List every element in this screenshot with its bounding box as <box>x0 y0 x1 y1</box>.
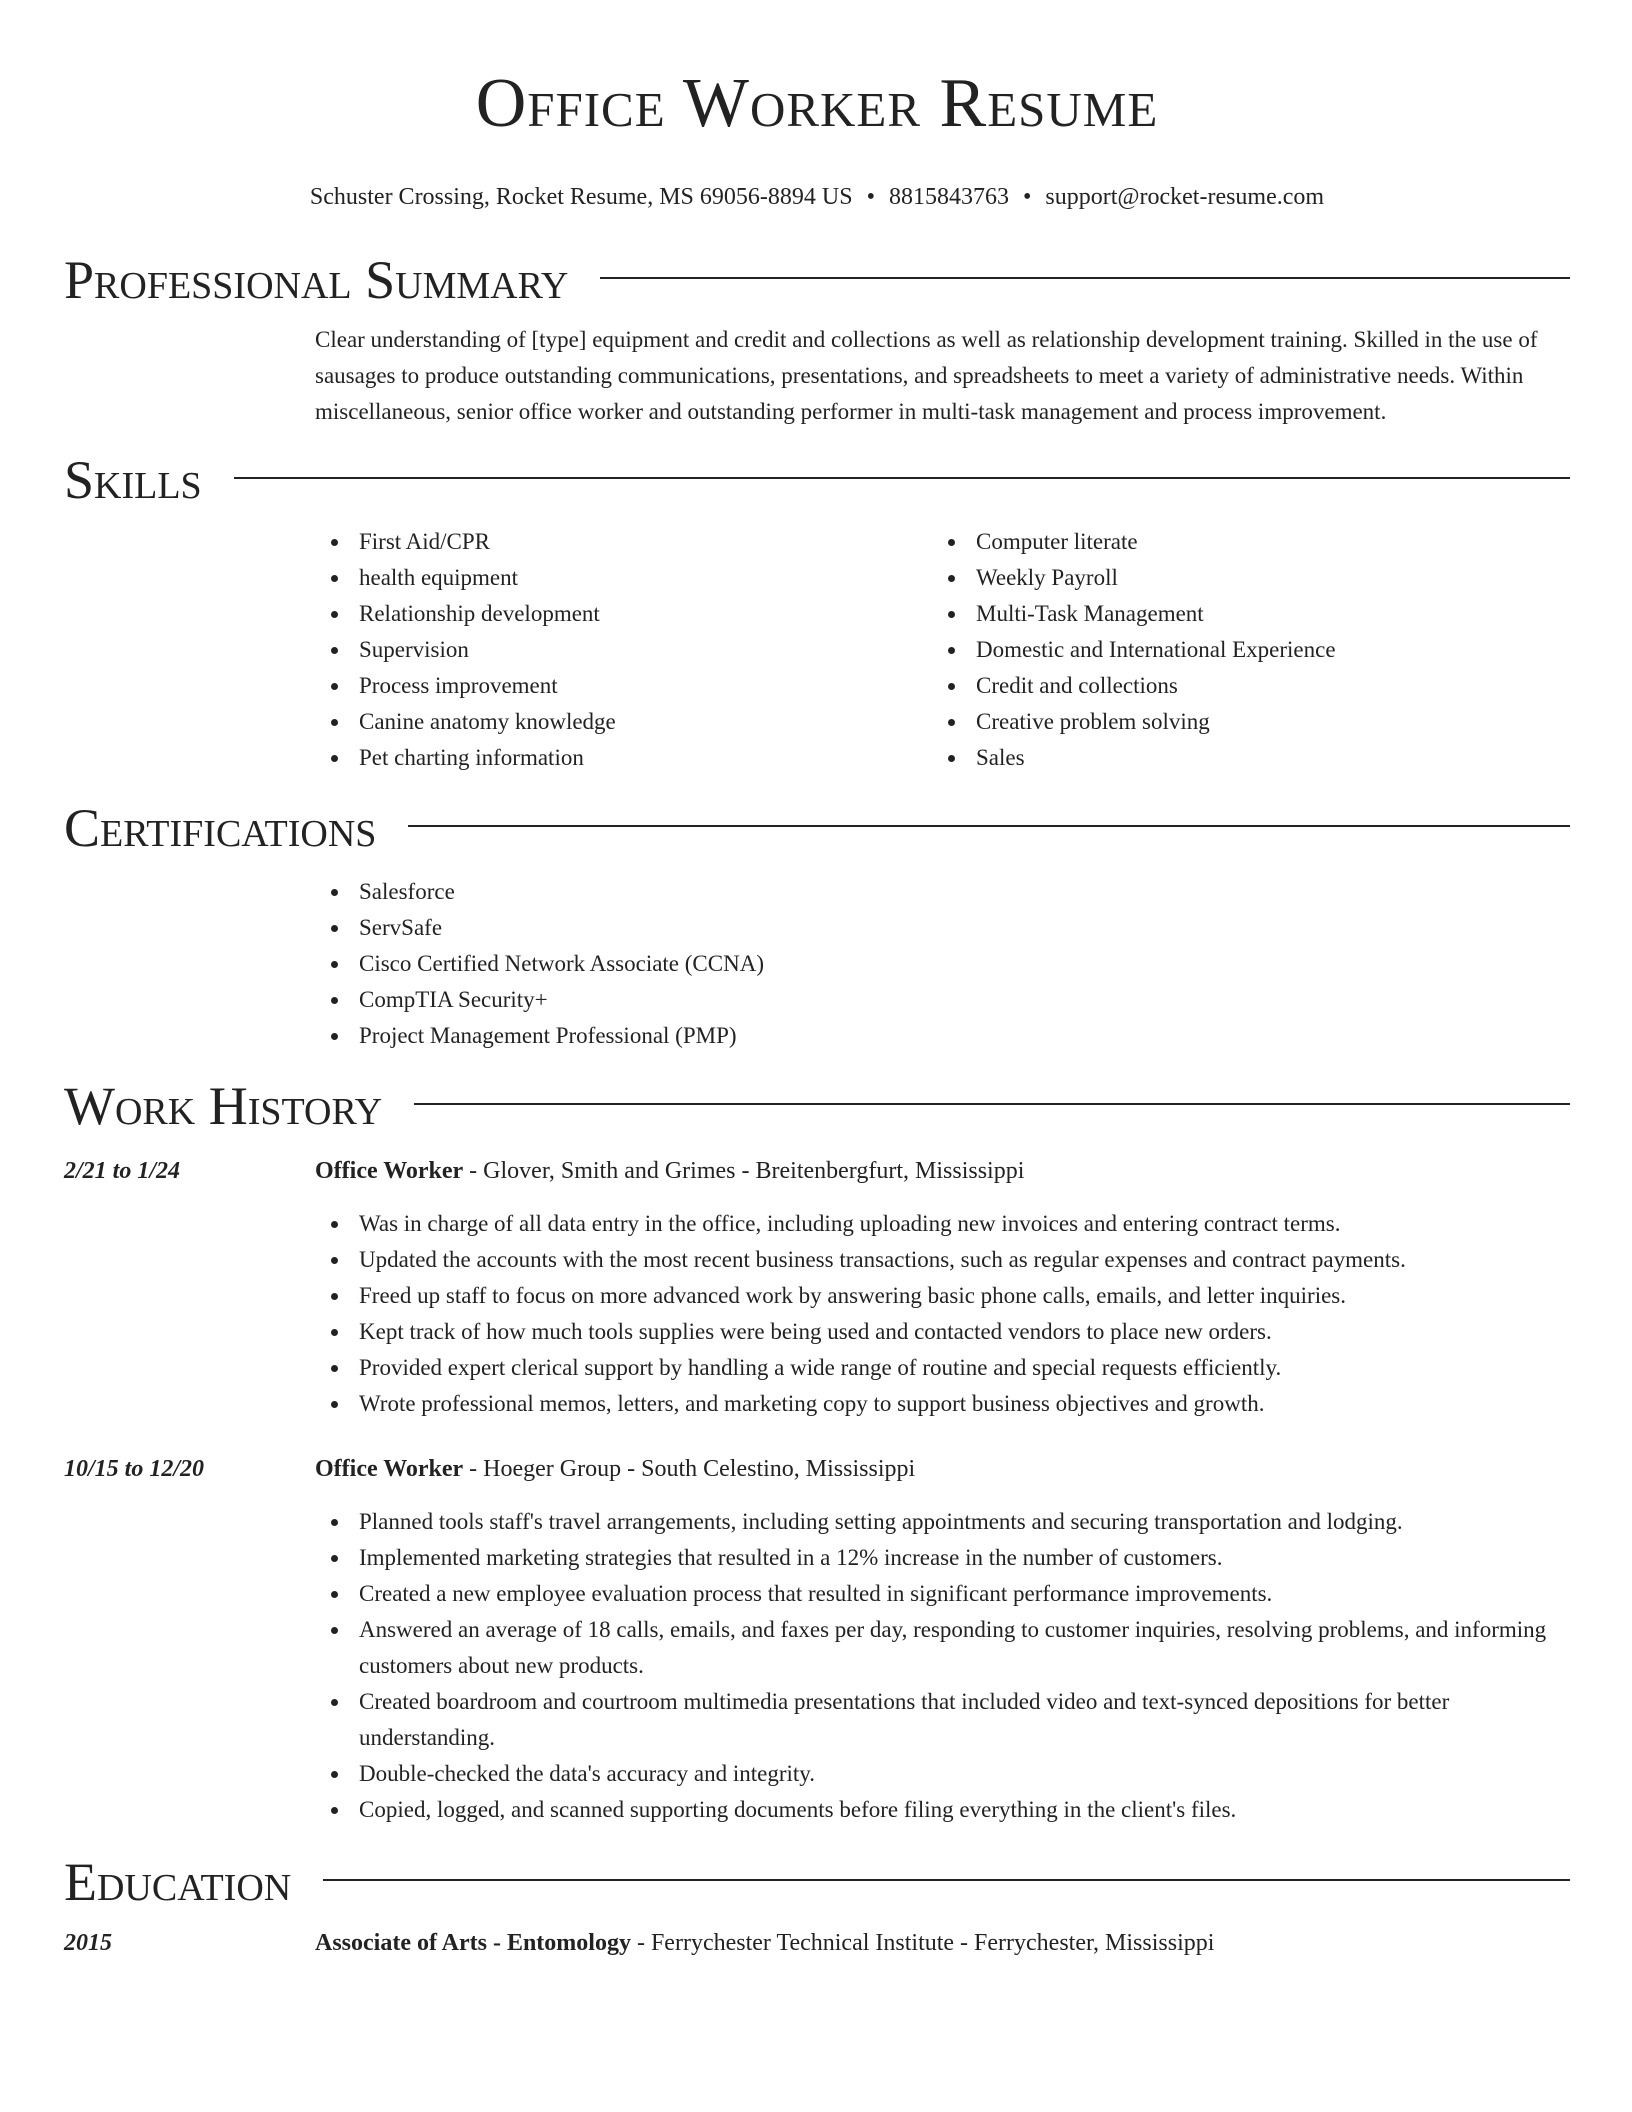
skill-item: Weekly Payroll <box>932 560 1549 596</box>
contact-separator: • <box>1022 184 1032 210</box>
contact-phone: 8815843763 <box>888 184 1009 210</box>
job-bullet: Provided expert clerical support by handling a wide range of routine and special requests efficiently. <box>315 1350 1570 1386</box>
contact-address: Schuster Crossing, Rocket Resume, MS 69056-8894 US <box>309 184 853 210</box>
job-bullet: Planned tools staff's travel arrangements, including setting appointments and securing transportation and lodging. <box>315 1504 1570 1540</box>
skill-item: Domestic and International Experience <box>932 632 1549 668</box>
certifications-heading: Certifications <box>64 798 377 858</box>
job-bullet: Answered an average of 18 calls, emails, and faxes per day, responding to customer inquiries, resolving problems, and informing customers about new products. <box>315 1612 1570 1684</box>
job-bullet: Double-checked the data's accuracy and integrity. <box>315 1756 1570 1792</box>
skill-item: Pet charting information <box>315 740 932 776</box>
job-bullets <box>315 1206 1570 1422</box>
skills-column-right <box>932 524 1549 776</box>
skills-list <box>315 524 1570 776</box>
education-section-header <box>64 1850 1570 1914</box>
skills-section-header <box>64 448 1570 512</box>
education-details: - Ferrychester Technical Institute - Ferrychester, Mississippi <box>630 1930 1215 1956</box>
job-bullet: Copied, logged, and scanned supporting documents before filing everything in the client's files. <box>315 1792 1570 1828</box>
skill-item: Multi-Task Management <box>932 596 1549 632</box>
section-divider <box>414 1103 1570 1105</box>
section-divider <box>234 477 1570 479</box>
certification-item: CompTIA Security+ <box>315 982 1570 1018</box>
skill-item: Sales <box>932 740 1549 776</box>
job-entry <box>64 1452 1570 1486</box>
skill-item: Computer literate <box>932 524 1549 560</box>
job-heading <box>315 1154 1570 1188</box>
job-bullet: Created boardroom and courtroom multimedia presentations that included video and text-synced depositions for better understanding. <box>315 1684 1570 1756</box>
skill-item: Supervision <box>315 632 932 668</box>
certification-item: Salesforce <box>315 874 1570 910</box>
summary-heading: Professional Summary <box>64 250 569 310</box>
skill-item: health equipment <box>315 560 932 596</box>
education-date: 2015 <box>64 1930 112 1956</box>
certification-item: Cisco Certified Network Associate (CCNA) <box>315 946 1570 982</box>
contact-email: support@rocket-resume.com <box>1045 184 1325 210</box>
job-date: 10/15 to 12/20 <box>64 1456 205 1482</box>
education-heading-line <box>315 1926 1570 1960</box>
skills-column-left <box>315 524 932 776</box>
section-divider <box>600 277 1570 279</box>
job-bullet: Wrote professional memos, letters, and marketing copy to support business objectives and growth. <box>315 1386 1570 1422</box>
job-bullet: Updated the accounts with the most recent business transactions, such as regular expenses and contract payments. <box>315 1242 1570 1278</box>
certifications-section-header <box>64 796 1570 860</box>
skill-item: Relationship development <box>315 596 932 632</box>
education-degree: Associate of Arts - Entomology <box>315 1930 631 1956</box>
job-title: Office Worker <box>315 1456 464 1482</box>
job-bullet: Implemented marketing strategies that resulted in a 12% increase in the number of customers. <box>315 1540 1570 1576</box>
job-details: - Glover, Smith and Grimes - Breitenbergfurt, Mississippi <box>463 1158 1025 1184</box>
certification-item: Project Management Professional (PMP) <box>315 1018 1570 1054</box>
section-divider <box>323 1879 1570 1881</box>
job-entry <box>64 1154 1570 1188</box>
skill-item: Credit and collections <box>932 668 1549 704</box>
job-details: - Hoeger Group - South Celestino, Mississippi <box>463 1456 916 1482</box>
work-history-heading: Work History <box>64 1076 383 1136</box>
summary-section-header <box>64 248 1570 312</box>
job-bullet: Was in charge of all data entry in the office, including uploading new invoices and entering contract terms. <box>315 1206 1570 1242</box>
certifications-list <box>315 874 1570 1054</box>
skill-item: Canine anatomy knowledge <box>315 704 932 740</box>
contact-line <box>64 182 1570 212</box>
summary-text: Clear understanding of [type] equipment and credit and collections as well as relationship development training. Skilled in the use of sausages to produce outstanding communications, presentations, and spreadsheets to meet a variety of administrative needs. Within miscellaneous, senior office worker and outstanding performer in multi-task management and process improvement. <box>315 327 1538 424</box>
skills-heading: Skills <box>64 450 202 510</box>
skill-item: Process improvement <box>315 668 932 704</box>
job-title: Office Worker <box>315 1158 464 1184</box>
education-entry <box>64 1926 1570 1960</box>
certification-item: ServSafe <box>315 910 1570 946</box>
job-bullets <box>315 1504 1570 1828</box>
resume-title: Office Worker Resume <box>475 65 1159 142</box>
job-date: 2/21 to 1/24 <box>64 1158 181 1184</box>
education-heading: Education <box>64 1852 292 1912</box>
section-divider <box>408 825 1570 827</box>
work-history-section-header <box>64 1074 1570 1138</box>
skill-item: Creative problem solving <box>932 704 1549 740</box>
job-bullet: Created a new employee evaluation process that resulted in significant performance improvements. <box>315 1576 1570 1612</box>
contact-separator: • <box>866 184 875 210</box>
skill-item: First Aid/CPR <box>315 524 932 560</box>
job-heading <box>315 1452 1570 1486</box>
job-bullet: Freed up staff to focus on more advanced work by answering basic phone calls, emails, and letter inquiries. <box>315 1278 1570 1314</box>
job-bullet: Kept track of how much tools supplies were being used and contacted vendors to place new orders. <box>315 1314 1570 1350</box>
